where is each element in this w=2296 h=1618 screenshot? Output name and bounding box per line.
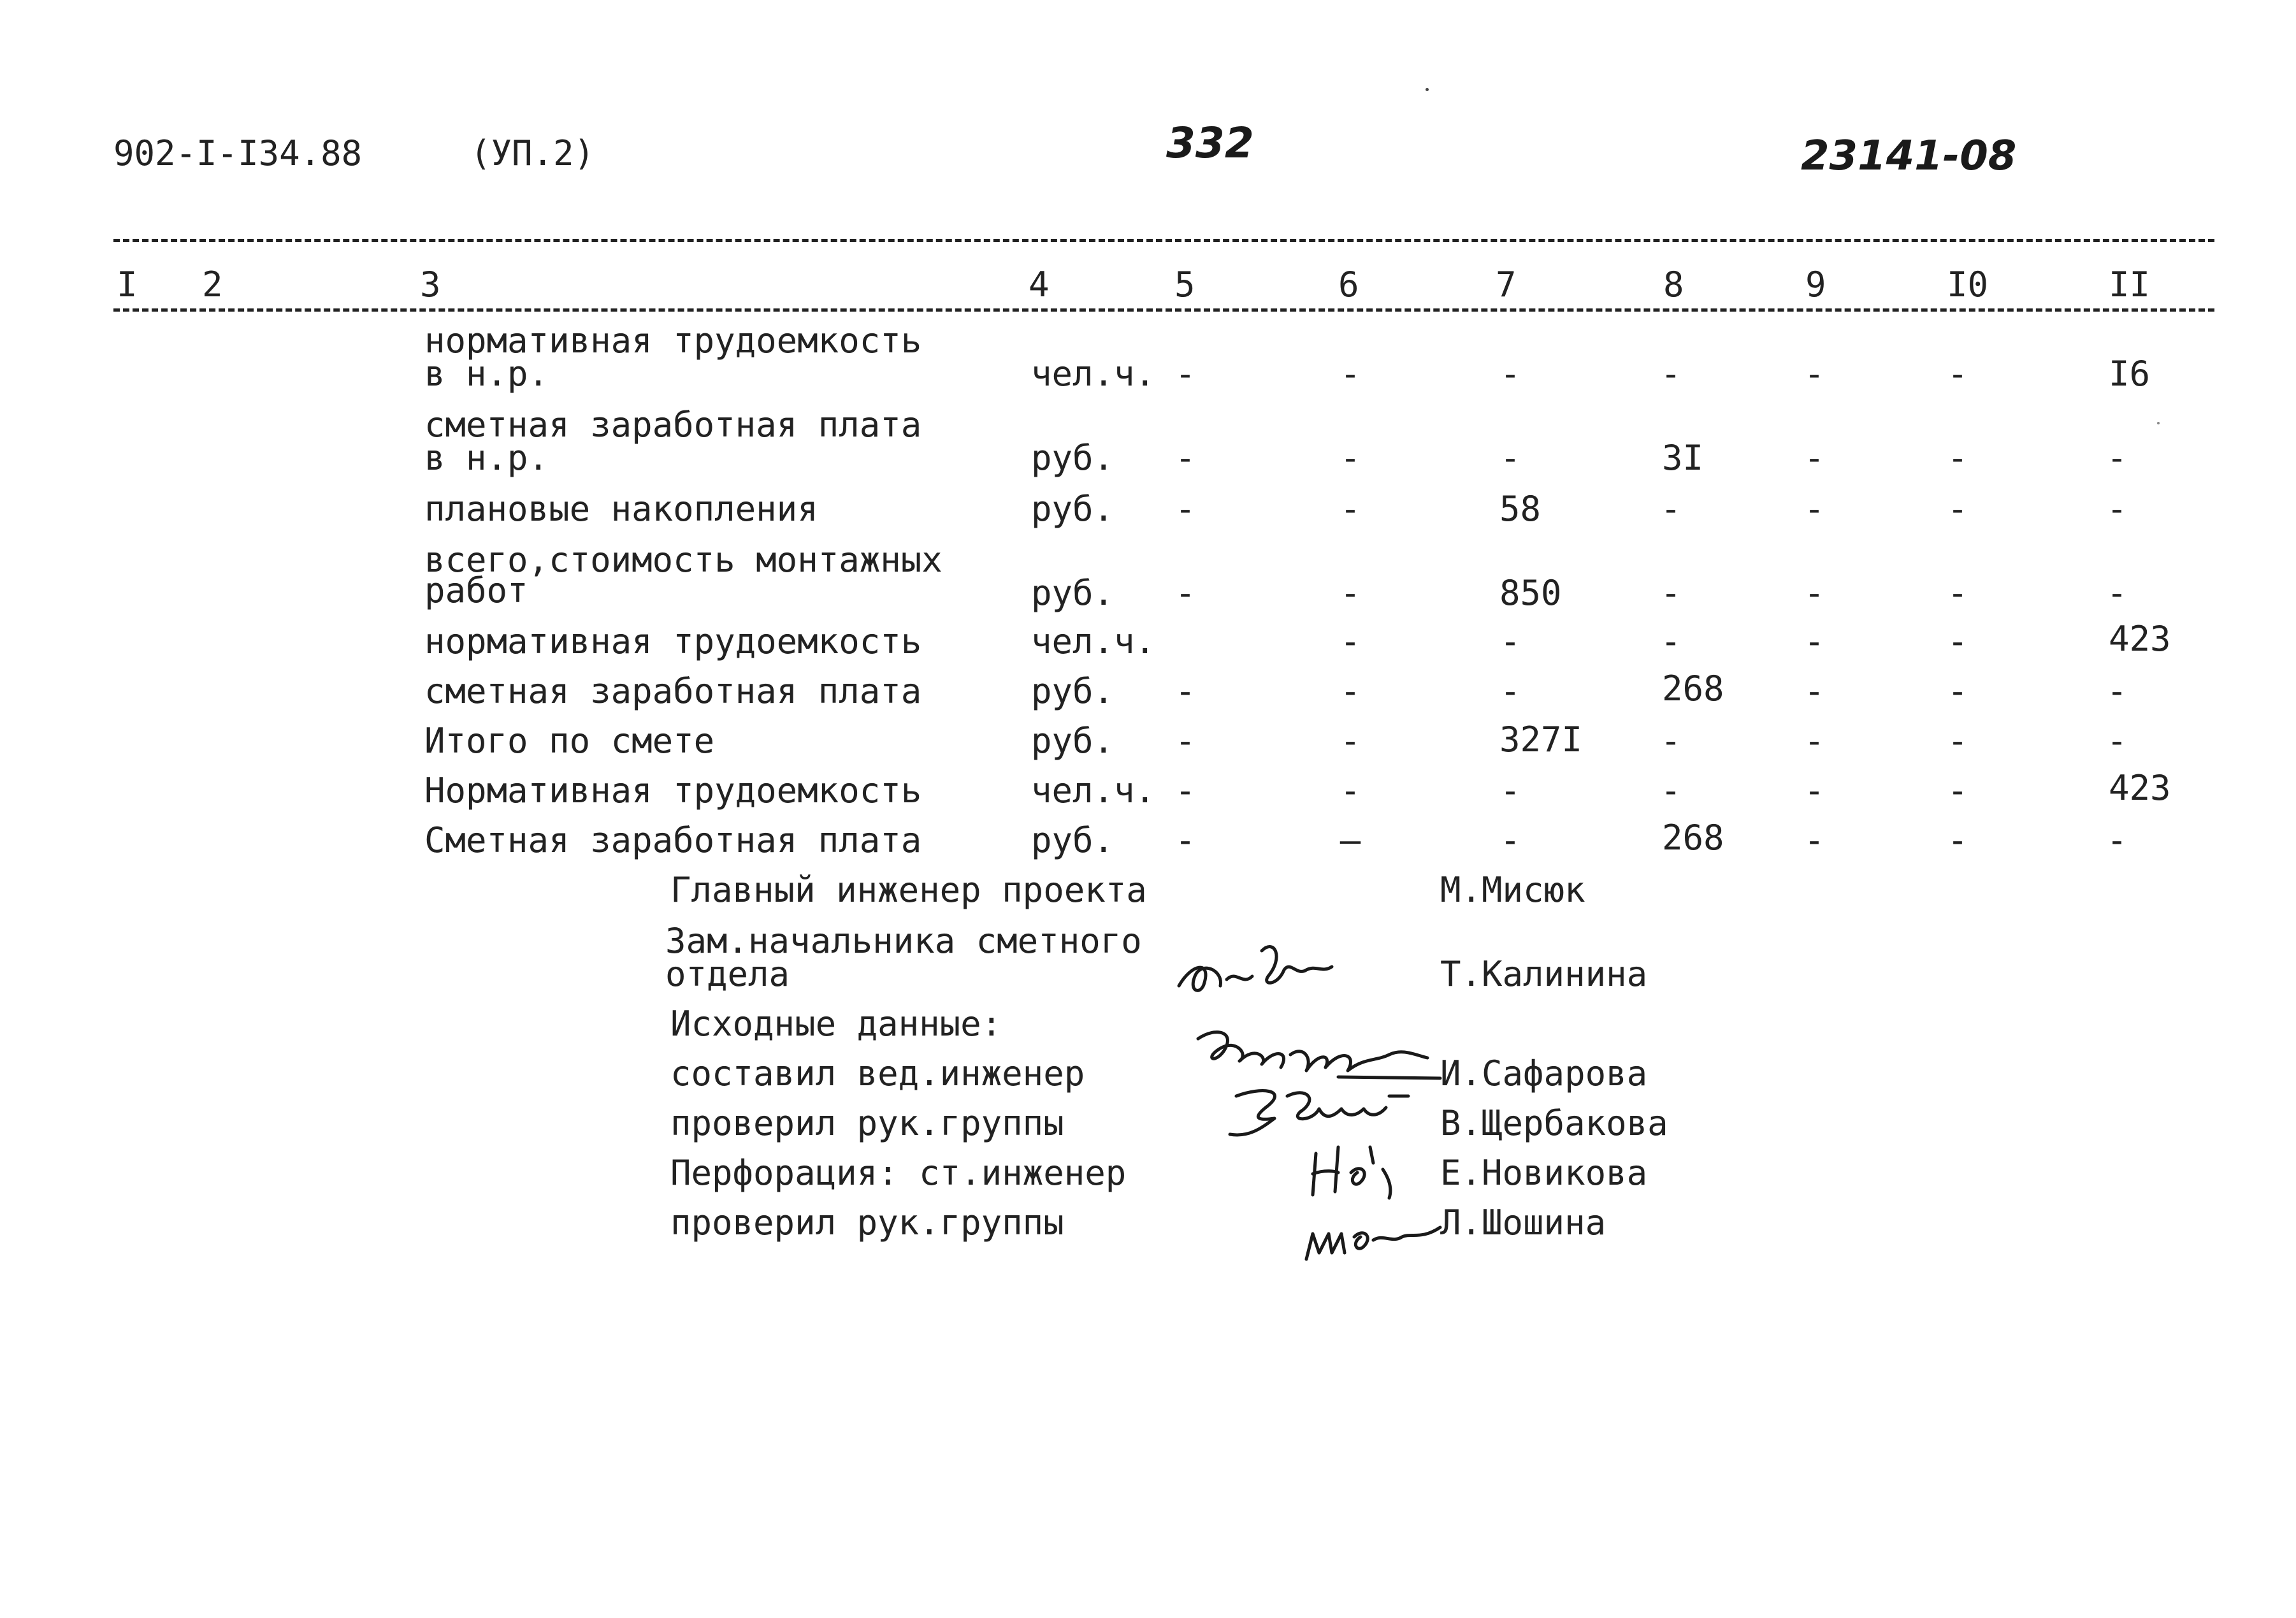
signature-role: Главный инженер проекта <box>670 870 1147 910</box>
cell-col10: - <box>1947 721 1968 761</box>
signature-role: проверил рук.группы <box>670 1203 1064 1243</box>
cell-col7: - <box>1499 438 1521 478</box>
cell-col6: - <box>1339 354 1361 394</box>
cell-col11: 423 <box>2109 619 2171 659</box>
signature-name: М.Мисюк <box>1440 870 1585 910</box>
cell-col9: - <box>1803 671 1825 711</box>
row-name-line: плановые накопления <box>424 489 818 529</box>
cell-col6: - <box>1339 489 1361 529</box>
col-header-6: 6 <box>1338 264 1359 305</box>
cell-col10: - <box>1947 621 1968 661</box>
cell-col9: - <box>1803 721 1825 761</box>
header-dashed-rule <box>113 308 2214 312</box>
row-unit: руб. <box>1031 489 1115 529</box>
cell-col7: 327I <box>1499 719 1583 760</box>
page-number: 332 <box>1166 119 1254 168</box>
signature-role: Перфорация: ст.инженер <box>670 1153 1127 1193</box>
col-header-3: 3 <box>420 264 441 305</box>
cell-col6: — <box>1339 820 1361 860</box>
cell-col7: - <box>1499 820 1521 860</box>
cell-col7: - <box>1499 770 1521 811</box>
cell-col5: - <box>1174 573 1196 613</box>
signature-name: Е.Новикова <box>1440 1153 1648 1193</box>
col-header-1: I <box>117 264 138 305</box>
col-header-4: 4 <box>1029 264 1050 305</box>
cell-col11: - <box>2106 820 2128 860</box>
cell-col11: - <box>2106 573 2128 613</box>
cell-col5: - <box>1174 820 1196 860</box>
signature-name: Л.Шошина <box>1440 1203 1606 1243</box>
cell-col8: - <box>1660 621 1682 661</box>
cell-col5: - <box>1174 354 1196 394</box>
cell-col5: - <box>1174 721 1196 761</box>
row-name-line: нормативная трудоемкость <box>424 321 922 361</box>
cell-col8: - <box>1660 573 1682 613</box>
cell-col10: - <box>1947 820 1968 860</box>
col-header-2: 2 <box>202 264 223 305</box>
signature-role: Исходные данные: <box>670 1004 1002 1044</box>
cell-col11: 423 <box>2109 768 2171 808</box>
cell-col9: - <box>1803 573 1825 613</box>
cell-col7: 58 <box>1499 489 1541 529</box>
signature-name: В.Щербакова <box>1440 1103 1668 1143</box>
cell-col9: - <box>1803 770 1825 811</box>
col-header-5: 5 <box>1174 264 1195 305</box>
cell-col11: - <box>2106 489 2128 529</box>
row-unit: чел.ч. <box>1031 770 1156 811</box>
cell-col5: - <box>1174 671 1196 711</box>
cell-col10: - <box>1947 438 1968 478</box>
row-unit: руб. <box>1031 671 1115 711</box>
cell-col5: - <box>1174 489 1196 529</box>
col-header-7: 7 <box>1496 264 1517 305</box>
cell-col9: - <box>1803 489 1825 529</box>
cell-col9: - <box>1803 354 1825 394</box>
cell-col8: - <box>1660 721 1682 761</box>
cell-col11: - <box>2106 721 2128 761</box>
row-unit: руб. <box>1031 573 1115 613</box>
album-label: (УП.2) <box>470 133 595 173</box>
signature-role: Зам.начальника сметного <box>665 921 1142 961</box>
cell-col10: - <box>1947 489 1968 529</box>
row-name-line: всего,стоимость монтажных <box>424 540 942 580</box>
col-header-9: 9 <box>1805 264 1826 305</box>
col-header-8: 8 <box>1663 264 1684 305</box>
signature-name: Т.Калинина <box>1440 954 1648 994</box>
scan-dot <box>1426 88 1429 91</box>
cell-col8: 268 <box>1662 818 1724 858</box>
row-name-line: сметная заработная плата <box>424 405 922 445</box>
col-header-11: II <box>2109 264 2151 305</box>
cell-col8: 3I <box>1662 438 1704 478</box>
row-name-line: Сметная заработная плата <box>424 820 922 860</box>
signature-role: отдела <box>665 954 790 994</box>
row-name-line: Нормативная трудоемкость <box>424 770 922 811</box>
row-unit: руб. <box>1031 438 1115 478</box>
cell-col8: - <box>1660 489 1682 529</box>
cell-col8: - <box>1660 770 1682 811</box>
doc-code: 902-I-I34.88 <box>113 133 363 173</box>
inventory-number: 23141-08 <box>1801 133 2017 180</box>
top-dashed-rule <box>113 239 2214 242</box>
cell-col10: - <box>1947 354 1968 394</box>
row-name-line: нормативная трудоемкость <box>424 621 922 661</box>
cell-col7: - <box>1499 354 1521 394</box>
row-name-line: работ <box>424 570 528 610</box>
cell-col8: 268 <box>1662 668 1724 709</box>
cell-col5: - <box>1174 438 1196 478</box>
cell-col10: - <box>1947 671 1968 711</box>
scan-dot <box>2157 422 2160 424</box>
signature-name: И.Сафарова <box>1440 1053 1648 1094</box>
signature-scribble-kalinina <box>1166 925 1357 1008</box>
signature-role: составил вед.инженер <box>670 1053 1085 1094</box>
signature-scribble-shoshina <box>1294 1189 1459 1272</box>
row-unit: руб. <box>1031 820 1115 860</box>
row-unit: чел.ч. <box>1031 621 1156 661</box>
cell-col6: - <box>1339 671 1361 711</box>
cell-col9: - <box>1803 621 1825 661</box>
col-header-10: I0 <box>1947 264 1989 305</box>
row-name-line: сметная заработная плата <box>424 671 922 711</box>
cell-col7: - <box>1499 621 1521 661</box>
cell-col6: - <box>1339 770 1361 811</box>
cell-col11: I6 <box>2109 354 2151 394</box>
cell-col5: - <box>1174 770 1196 811</box>
cell-col6: - <box>1339 621 1361 661</box>
row-unit: руб. <box>1031 721 1115 761</box>
row-name-line: в н.р. <box>424 354 549 394</box>
cell-col11: - <box>2106 438 2128 478</box>
cell-col8: - <box>1660 354 1682 394</box>
cell-col6: - <box>1339 573 1361 613</box>
cell-col10: - <box>1947 573 1968 613</box>
cell-col11: - <box>2106 671 2128 711</box>
cell-col9: - <box>1803 820 1825 860</box>
cell-col7: 850 <box>1499 573 1562 613</box>
cell-col9: - <box>1803 438 1825 478</box>
signature-role: проверил рук.группы <box>670 1103 1064 1143</box>
cell-col6: - <box>1339 721 1361 761</box>
row-name-line: Итого по смете <box>424 721 715 761</box>
row-unit: чел.ч. <box>1031 354 1156 394</box>
cell-col10: - <box>1947 770 1968 811</box>
row-name-line: в н.р. <box>424 438 549 478</box>
cell-col7: - <box>1499 671 1521 711</box>
cell-col6: - <box>1339 438 1361 478</box>
